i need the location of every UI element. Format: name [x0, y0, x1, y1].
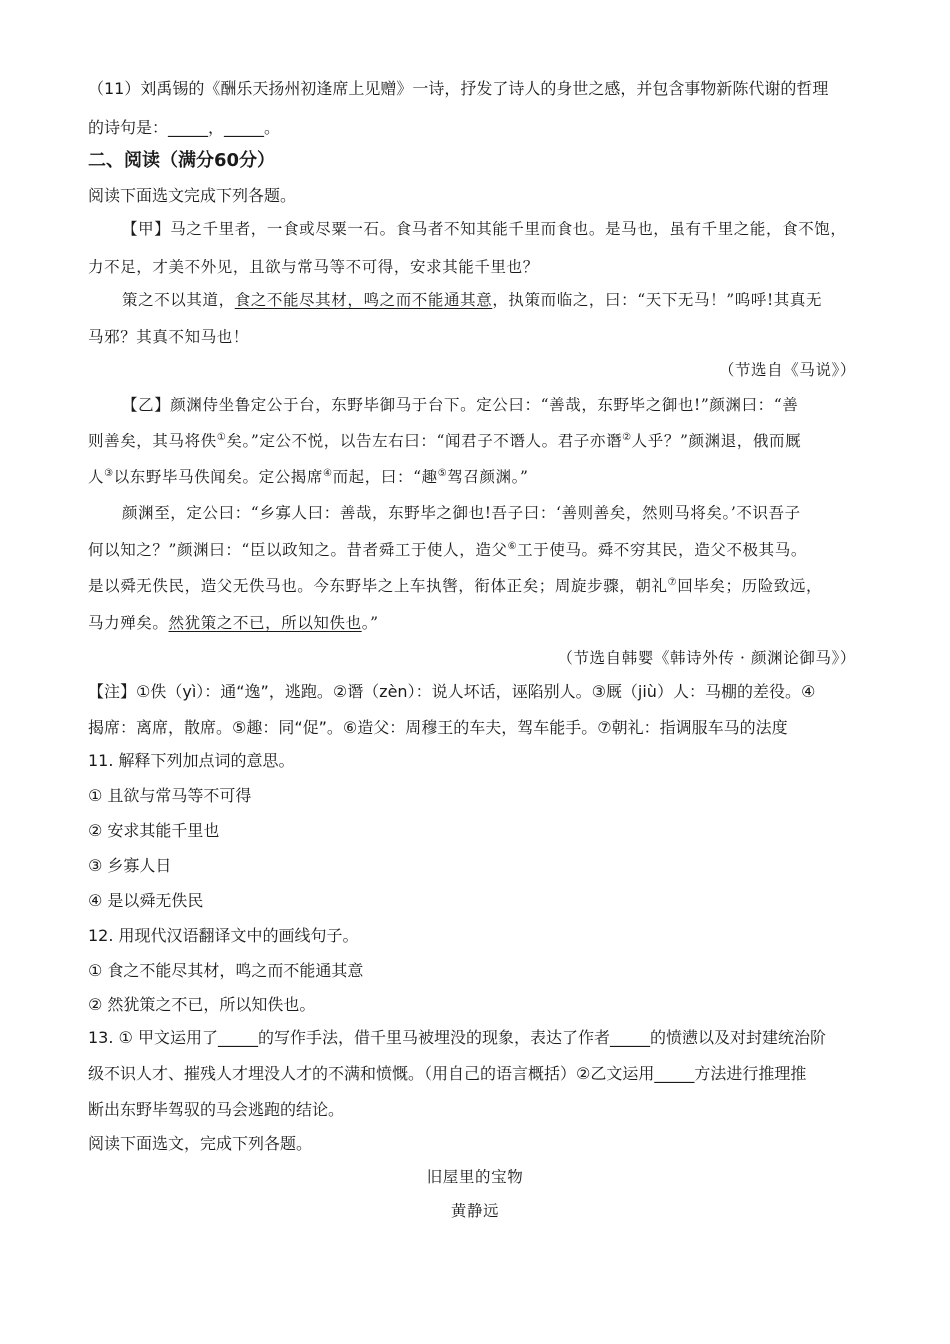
section-heading: 二、阅读（满分60分）: [88, 150, 276, 171]
footnote-marker-5: ⑤: [437, 467, 448, 479]
passage-yi-line-4: 颜渊至，定公曰：“乡寡人曰：善哉，东野毕之御也!吾子曰：‘善则善矣，然则马将矣。’不识吾子: [122, 504, 801, 522]
passage-jia-source: （节选自《马说》）: [718, 361, 856, 379]
poem-question-line-1: （11）刘禹锡的《酬乐天扬州初逢席上见赠》一诗，抒发了诗人的身世之感，并包含事物新陈代谢的哲理: [88, 79, 829, 98]
footnote-marker-3: ③: [104, 467, 114, 479]
footnote-marker-7: ⑦: [667, 576, 678, 588]
question-12-title: 12. 用现代汉语翻译文中的画线句子。: [88, 926, 359, 945]
passage-yi-line-2: 则善矣，其马将佚①矣。”定公不悦，以告左右曰：“闻君子不谮人。君子亦谮②人乎？”颜渊退，俄而厩: [88, 431, 802, 450]
passage-jia-line-3: 策之不以其道，食之不能尽其材，鸣之而不能通其意，执策而临之，曰：“天下无马！”呜呼!其真无: [122, 291, 823, 309]
question-13-line-2: 级不识人才、摧残人才埋没人才的不满和愤慨。（用自己的语言概括）②乙文运用_____方法进行推理推: [88, 1064, 807, 1083]
passage-yi-source: （节选自韩婴《韩诗外传 · 颜渊论御马》）: [557, 649, 856, 667]
passage-yi-line-3: 人③以东野毕马佚闻矣。定公揭席④而起，曰：“趣⑤驾召颜渊。”: [88, 467, 529, 486]
notes-line-2: 揭席：离席，散席。⑤趣：同“促”。⑥造父：周穆王的车夫，驾车能手。⑦朝礼：指调服车马的法度: [88, 718, 788, 737]
underlined-sentence-2: 然犹策之不已，所以知佚也: [168, 614, 362, 632]
passage-yi-line-5: 何以知之？”颜渊曰：“臣以政知之。昔者舜工于使人，造父⑥工于使马。舜不穷其民，造父不极其马。: [88, 540, 807, 559]
footnote-marker-1: ①: [216, 431, 227, 443]
passage-yi-line-6: 是以舜无佚民，造父无佚马也。今东野毕之上车执辔，衔体正矣；周旋步骤，朝礼⑦回毕矣；历险致远，: [88, 576, 823, 595]
notes-line-1: 【注】①佚（yì）：通“逸”，逃跑。②谮（zèn）：说人坏话，诬陷别人。③厩（jiù）人：马棚的差役。④: [88, 682, 816, 701]
passage-jia-line-2: 力不足，才美不外见，且欲与常马等不可得，安求其能千里也？: [88, 258, 539, 276]
footnote-marker-2: ②: [622, 431, 632, 443]
next-reading-intro: 阅读下面选文，完成下列各题。: [88, 1134, 313, 1153]
passage-yi-line-1: 【乙】颜渊侍坐鲁定公于台，东野毕御马于台下。定公曰：“善哉，东野毕之御也!”颜渊曰：“善: [122, 396, 799, 414]
question-11-item-3: ③ 乡寡人日: [88, 856, 172, 875]
question-11-title: 11. 解释下列加点词的意思。: [88, 751, 295, 770]
article-author: 黄静远: [450, 1202, 500, 1220]
question-12-item-2: ② 然犹策之不已，所以知佚也。: [88, 995, 316, 1014]
section-intro: 阅读下面选文完成下列各题。: [88, 186, 297, 205]
question-11-item-1: ① 且欲与常马等不可得: [88, 786, 252, 805]
question-13-line-3: 断出东野毕驾驭的马会逃跑的结论。: [88, 1100, 345, 1119]
passage-jia-line-4: 马邪？其真不知马也！: [88, 328, 250, 346]
question-13-line-1: 13. ① 甲文运用了_____的写作手法，借千里马被埋没的现象，表达了作者_____的愤懑以及对封建统治阶: [88, 1028, 826, 1047]
question-11-item-2: ② 安求其能千里也: [88, 821, 220, 840]
footnote-marker-6: ⑥: [507, 540, 518, 552]
footnote-marker-4: ④: [323, 467, 333, 479]
question-11-item-4: ④ 是以舜无佚民: [88, 891, 204, 910]
underlined-sentence-1: 食之不能尽其材，鸣之而不能通其意: [234, 291, 493, 309]
article-title: 旧屋里的宝物: [426, 1168, 524, 1186]
question-12-item-1: ① 食之不能尽其材，鸣之而不能通其意: [88, 961, 364, 980]
poem-question-line-2: 的诗句是：_____，_____。: [88, 118, 281, 137]
passage-jia-line-1: 【甲】马之千里者，一食或尽粟一石。食马者不知其能千里而食也。是马也，虽有千里之能，食不饱，: [122, 220, 847, 238]
passage-yi-line-7: 马力殚矣。然犹策之不已，所以知佚也。”: [88, 614, 379, 632]
